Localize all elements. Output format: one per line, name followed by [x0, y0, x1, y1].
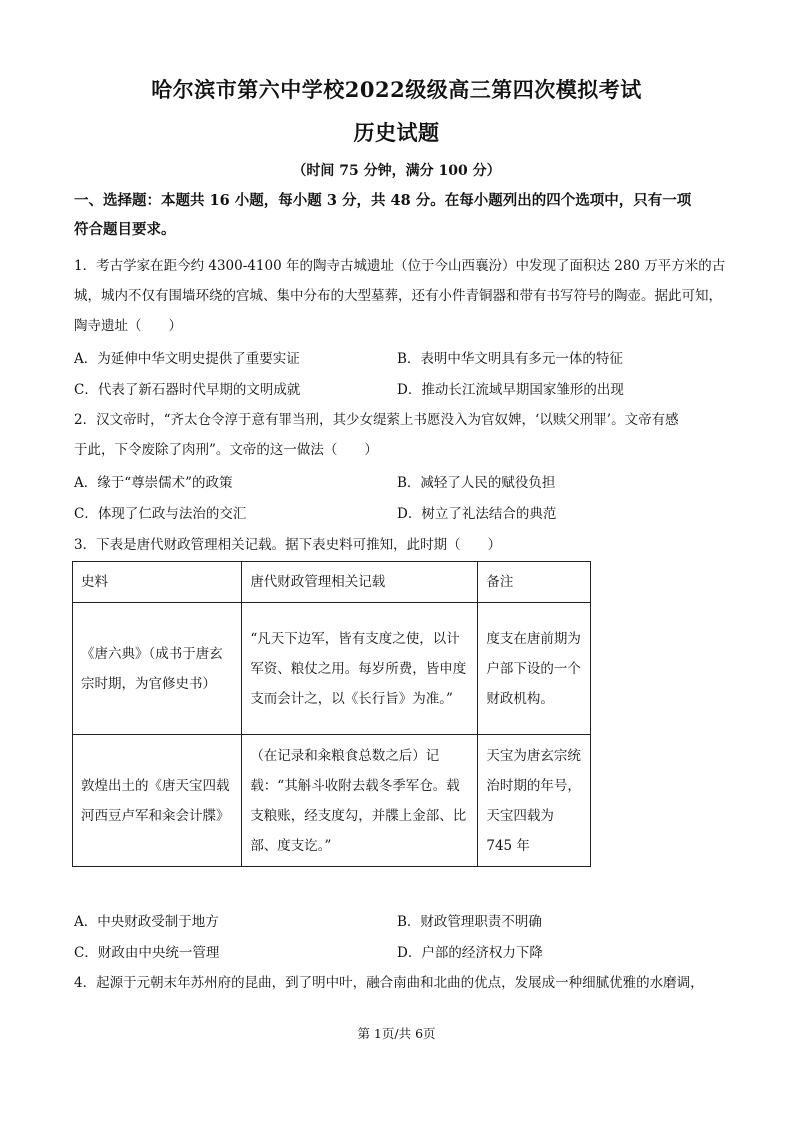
- table-row: [73, 735, 591, 867]
- section-heading-line1: 一、选择题：本题共 16 小题，每小题 3 分，共 48 分。在每小题列出的四个选项中，只有一项: [74, 192, 692, 209]
- q2-option-a[interactable]: A．缘于“尊崇儒术”的政策: [74, 475, 233, 491]
- table-cell-record: “凡天下边军，皆有支度之使，以计军资、粮仗之用。每岁所费，皆申度支而会计之，以《长行旨》为准。”: [242, 603, 478, 735]
- table-cell-record: （在记录和籴粮食总数之后）记载：“其斛斗收附去载冬季军仓。载支粮账，经支度勾，并牒上金部、比部、度支讫。”: [242, 735, 478, 867]
- finance-records-table: [72, 561, 591, 867]
- section-heading: [74, 186, 734, 244]
- table-header-row: [73, 562, 591, 603]
- q2-option-d[interactable]: D．树立了礼法结合的典范: [397, 506, 557, 522]
- q1-option-c[interactable]: C．代表了新石器时代早期的文明成就: [74, 382, 301, 398]
- q2-option-b[interactable]: B．减轻了人民的赋役负担: [397, 475, 556, 491]
- table-cell-source: 《唐六典》（成书于唐玄宗时期，为官修史书）: [73, 603, 242, 735]
- exam-title: 哈尔滨市第六中学校2022级级高三第四次模拟考试: [151, 77, 642, 102]
- q2-line2: 于此，下令废除了肉刑”。文帝的这一做法（ ）: [74, 442, 378, 458]
- page-number: 第 1页/共 6页: [357, 1026, 436, 1041]
- time-note: （时间 75 分钟，满分 100 分）: [292, 163, 501, 179]
- q2-option-c[interactable]: C．体现了仁政与法治的交汇: [74, 506, 247, 522]
- q1-line2: 城，城内不仅有围墙环绕的宫城、集中分布的大型墓葬，还有小件青铜器和带有书写符号的陶壶。据此可知，: [74, 288, 722, 304]
- table-header-cell: 史料: [73, 562, 242, 603]
- q2-line1: 2．汉文帝时，“齐太仓令淳于意有罪当刑，其少女缇萦上书愿没入为官奴婢，‘以赎父刑罪’。文帝有感: [74, 412, 679, 428]
- q4-line1: 4．起源于元朝末年苏州府的昆曲，到了明中叶，融合南曲和北曲的优点，发展成一种细腻优雅的水磨调，: [74, 975, 704, 991]
- section-heading-line2: 符合题目要求。: [74, 221, 176, 238]
- question-4: [74, 968, 729, 998]
- q1-option-b[interactable]: B．表明中华文明具有多元一体的特征: [397, 351, 623, 367]
- q1-option-a[interactable]: A．为延伸中华文明史提供了重要实证: [74, 351, 300, 367]
- q3-option-d[interactable]: D．户部的经济权力下降: [397, 945, 543, 961]
- table-cell-note: 天宝为唐玄宗统治时期的年号，天宝四载为 745 年: [478, 735, 591, 867]
- table-cell-source: 敦煌出土的《唐天宝四载河西豆卢军和籴会计牒》: [73, 735, 242, 867]
- q3-stem: 3．下表是唐代财政管理相关记载。据下表史料可推知，此时期（ ）: [74, 537, 502, 553]
- table-header-cell: 唐代财政管理相关记载: [242, 562, 478, 603]
- question-2: [74, 405, 729, 465]
- q3-option-b[interactable]: B．财政管理职责不明确: [397, 914, 542, 930]
- question-1: [74, 251, 729, 341]
- table-cell-note: 度支在唐前期为户部下设的一个财政机构。: [478, 603, 591, 735]
- q1-option-d[interactable]: D．推动长江流域早期国家雏形的出现: [397, 382, 624, 398]
- table-row: [73, 603, 591, 735]
- table-header-cell: 备注: [478, 562, 591, 603]
- q3-option-c[interactable]: C．财政由中央统一管理: [74, 945, 220, 961]
- q1-line3: 陶寺遗址（ ）: [74, 318, 182, 334]
- subject-title: 历史试题: [353, 120, 440, 145]
- q3-option-a[interactable]: A．中央财政受制于地方: [74, 914, 219, 930]
- q1-line1: 1．考古学家在距今约 4300-4100 年的陶寺古城遗址（位于今山西襄汾）中发现了面积达 280 万平方米的古: [74, 258, 726, 274]
